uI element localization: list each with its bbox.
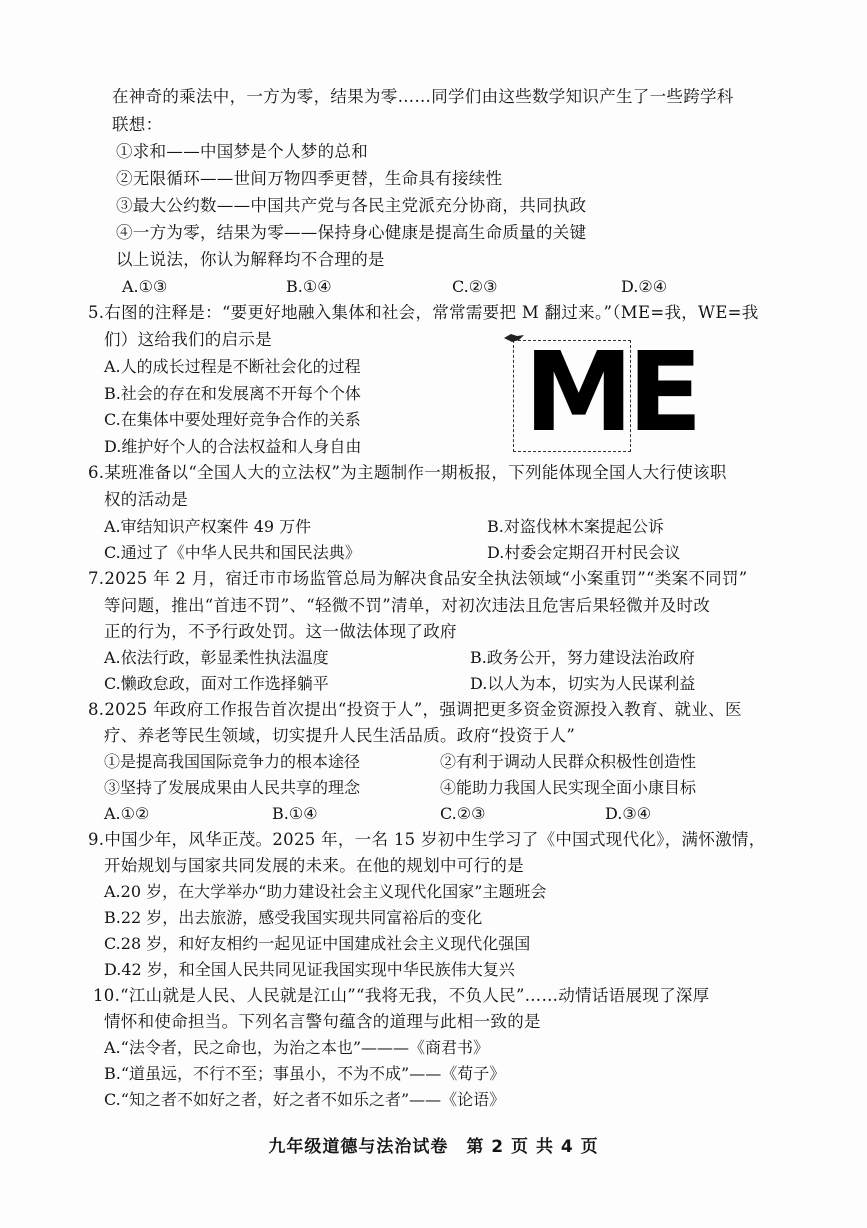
q10-line-2: 情怀和使命担当。下列名言警句蕴含的道理与此相一致的是 [104,1012,541,1031]
q4-question: 以上说法，你认为解释均不合理的是 [116,250,385,269]
q5-line-1: 5.右图的注释是：“要更好地融入集体和社会，常常需要把 M 翻过来。”（ME=我，WE=我 [88,303,759,322]
q6-line-2: 权的活动是 [104,490,188,509]
q7-line-3: 正的行为，不予行政处罚。这一做法体现了政府 [104,622,457,641]
q8-line-2: 疗、养老等民生领域，切实提升人民生活品质。政府“投资于人” [104,726,576,745]
flip-arrow-icon [503,332,525,344]
q8-statement-1: ①是提高我国国际竞争力的根本途径 [104,752,361,771]
q9-line-1: 9.中国少年，风华正茂。2025 年，一名 15 岁初中生学习了《中国式现代化》，满怀激情， [88,830,766,849]
q5-line-2: 们）这给我们的启示是 [104,330,272,349]
q4-option-c: C.②③ [452,277,498,296]
q8-statement-2: ②有利于调动人民群众积极性创造性 [440,752,697,771]
q4-statement-1: ①求和——中国梦是个人梦的总和 [116,142,368,161]
me-figure-text: ME [524,328,697,456]
q5-option-d: D.维护好个人的合法权益和人身自由 [104,437,362,456]
q10-line-1: 10.“江山就是人民、人民就是江山”“我将无我，不负人民”……动情话语展现了深厚 [93,986,710,1005]
q5-option-c: C.在集体中要处理好竞争合作的关系 [104,410,361,429]
q6-option-c: C.通过了《中华人民共和国民法典》 [104,543,361,562]
q5-option-a: A.人的成长过程是不断社会化的过程 [104,357,361,376]
q4-statement-2: ②无限循环——世间万物四季更替，生命具有接续性 [116,169,503,188]
q4-line-1: 在神奇的乘法中，一方为零，结果为零……同学们由这些数学知识产生了一些跨学科 [112,87,734,106]
q9-option-c: C.28 岁，和好友相约一起见证中国建成社会主义现代化强国 [104,934,531,953]
q9-option-a: A.20 岁，在大学举办“助力建设社会主义现代化国家”主题班会 [104,882,547,901]
q7-option-d: D.以人为本，切实为人民谋利益 [470,674,696,693]
q8-statement-3: ③坚持了发展成果由人民共享的理念 [104,778,361,797]
q7-option-a: A.依法行政，彰显柔性执法温度 [104,648,329,667]
q4-line-2: 联想： [112,115,163,134]
q4-option-d: D.②④ [621,277,668,296]
q4-option-a: A.①③ [122,277,168,296]
q8-option-c: C.②③ [440,804,486,823]
q7-line-1: 7.2025 年 2 月，宿迁市市场监管总局为解决食品安全执法领域“小案重罚”“类案不同罚” [88,569,748,588]
q4-option-b: B.①④ [286,277,332,296]
q7-option-c: C.懒政怠政，面对工作选择躺平 [104,674,329,693]
q9-line-2: 开始规划与国家共同发展的未来。在他的规划中可行的是 [104,856,524,875]
q6-option-d: D.村委会定期召开村民会议 [487,543,681,562]
q7-line-2: 等问题，推出“首违不罚”、“轻微不罚”清单，对初次违法且危害后果轻微并及时改 [104,596,711,615]
q10-option-a: A.“法令者，民之命也，为治之本也”———《商君书》 [104,1038,490,1057]
q5-option-b: B.社会的存在和发展离不开每个个体 [104,384,361,403]
q8-statement-4: ④能助力我国人民实现全面小康目标 [440,778,697,797]
q7-option-b: B.政务公开，努力建设法治政府 [470,648,695,667]
q8-option-b: B.①④ [272,804,318,823]
q6-option-a: A.审结知识产权案件 49 万件 [104,517,312,536]
q8-option-d: D.③④ [605,804,652,823]
q9-option-d: D.42 岁，和全国人民共同见证我国实现中华民族伟大复兴 [104,960,515,979]
q8-line-1: 8.2025 年政府工作报告首次提出“投资于人”，强调把更多资金资源投入教育、就业、医 [88,700,742,719]
q10-option-b: B.“道虽远，不行不至；事虽小，不为不成”——《荀子》 [104,1064,506,1083]
q10-option-c: C.“知之者不如好之者，好之者不如乐之者”——《论语》 [104,1090,506,1109]
page-footer: 九年级道德与法治试卷 第 2 页 共 4 页 [268,1137,599,1157]
q4-statement-3: ③最大公约数——中国共产党与各民主党派充分协商，共同执政 [116,196,587,215]
q6-option-b: B.对盗伐林木案提起公诉 [487,517,664,536]
q6-line-1: 6.某班准备以“全国人大的立法权”为主题制作一期板报，下列能体现全国人大行使该职 [88,463,727,482]
q9-option-b: B.22 岁，出去旅游，感受我国实现共同富裕后的变化 [104,908,483,927]
q8-option-a: A.①② [104,804,150,823]
q4-statement-4: ④一方为零，结果为零——保持身心健康是提高生命质量的关键 [116,223,587,242]
